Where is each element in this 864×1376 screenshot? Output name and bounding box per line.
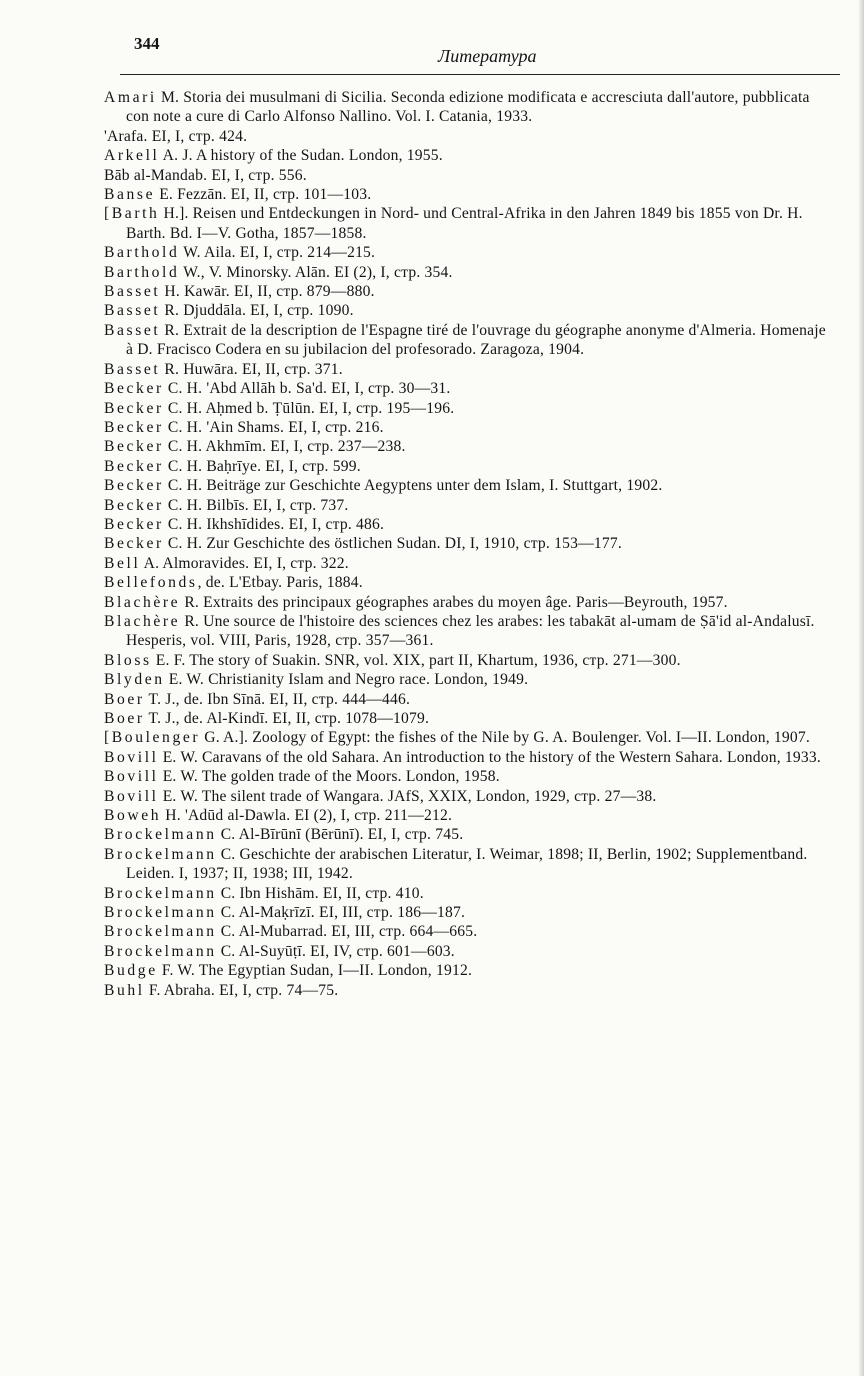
- entry-text: R. Extrait de la description de l'Espagne tiré de l'ouvrage du géographe anonyme d'Almeria. Homenaje à D. Fracisco Codera en su jubilacion del profesorado. Zaragoza, 1904.: [126, 321, 826, 359]
- entry-author: Barthold: [104, 263, 180, 281]
- bibliography-entry: [104, 204, 829, 243]
- entry-author: Banse: [104, 186, 156, 204]
- entry-author: Basset: [104, 321, 161, 339]
- entry-text: 'Arafa. EI, I, стр. 424.: [104, 127, 248, 145]
- entry-text: R. Extraits des principaux géographes arabes du moyen âge. Paris—Beyrouth, 1957.: [180, 593, 728, 611]
- bibliography-entry: [104, 709, 829, 728]
- entry-text: C. H. Beiträge zur Geschichte Aegyptens unter dem Islam, I. Stuttgart, 1902.: [163, 477, 663, 495]
- entry-text: E. F. The story of Suakin. SNR, vol. XIX, part II, Khartum, 1936, стр. 271—300.: [151, 651, 681, 669]
- entry-author: Budge: [104, 962, 158, 980]
- entry-author: Bovill: [104, 748, 159, 766]
- entry-author: Brockelmann: [104, 923, 217, 941]
- entry-author: Bloss: [104, 651, 152, 669]
- bibliography-entry: [104, 612, 829, 651]
- entry-text: G. A.]. Zoology of Egypt: the fishes of the Nile by G. A. Boulenger. Vol. I—II. London, 1907.: [200, 729, 811, 747]
- entry-text: E. Fezzān. EI, II, стр. 101—103.: [155, 186, 372, 204]
- entry-text: C. Al-Bīrūnī (Bērūnī). EI, I, стр. 745.: [216, 826, 464, 844]
- entry-text: C. Al-Suyūṭī. EI, IV, стр. 601—603.: [216, 942, 455, 960]
- entry-author: Becker: [104, 418, 164, 436]
- entry-text: H.]. Reisen und Entdeckungen in Nord- und Central-Afrika in den Jahren 1849 bis 1855 von Dr. H. Barth. Bd. I—V. Gotha, 1857—1858.: [126, 205, 803, 242]
- entry-author: [Boulenger: [104, 729, 201, 747]
- entry-text: E. W. The silent trade of Wangara. JAfS, XXIX, London, 1929, стр. 27—38.: [158, 787, 657, 805]
- entry-text: F. W. The Egyptian Sudan, I—II. London, 1912.: [157, 962, 473, 980]
- bibliography-entry: [104, 554, 829, 573]
- entry-text: H. Kawār. EI, II, стр. 879—880.: [160, 283, 375, 301]
- entry-author: Bovill: [104, 768, 159, 786]
- entry-author: Becker: [104, 496, 164, 514]
- entry-author: Bellefonds: [104, 574, 198, 592]
- bibliography-entry: [104, 981, 829, 1000]
- page-number: 344: [134, 34, 160, 53]
- entry-author: Basset: [104, 302, 161, 320]
- entry-text: C. H. Akhmīm. EI, I, стр. 237—238.: [163, 438, 406, 456]
- entry-text: C. H. 'Abd Allāh b. Sa'd. EI, I, стр. 30—31.: [163, 380, 451, 398]
- entry-text: E. W. The golden trade of the Moors. London, 1958.: [158, 768, 500, 786]
- bibliography-entry: [104, 301, 829, 320]
- bibliography-entry: [104, 379, 829, 398]
- entry-text: C. H. Zur Geschichte des östlichen Sudan. DI, I, 1910, стр. 153—177.: [163, 535, 622, 553]
- entry-author: Bovill: [104, 787, 159, 805]
- entry-author: Becker: [104, 438, 164, 456]
- bibliography-entry: [104, 418, 829, 437]
- bibliography-entry: [104, 690, 829, 709]
- entry-text: T. J., de. Ibn Sīnā. EI, II, стр. 444—446.: [144, 690, 411, 708]
- running-title: Литература: [438, 46, 537, 66]
- bibliography-entry: [104, 263, 829, 282]
- entry-text: C. Geschichte der arabischen Literatur, I. Weimar, 1898; II, Berlin, 1902; Supplementband. Leiden. I, 1937; II, 1938; III, 1942.: [126, 845, 808, 883]
- entry-text: E. W. Christianity Islam and Negro race. London, 1949.: [164, 671, 529, 689]
- entry-text: A. J. A history of the Sudan. London, 1955.: [159, 147, 443, 165]
- bibliography-entry: [104, 787, 829, 806]
- entry-author: [Barth: [104, 205, 160, 223]
- entry-author: Amari: [104, 89, 157, 106]
- entry-text: H. 'Adūd al-Dawla. EI (2), I, стр. 211—212.: [161, 807, 453, 825]
- bibliography-entry: [104, 243, 829, 262]
- bibliography-entry: [104, 457, 829, 476]
- bibliography-entry: [104, 127, 829, 146]
- entry-text: C. H. Bilbīs. EI, I, стр. 737.: [163, 496, 349, 514]
- entry-text: C. H. 'Ain Shams. EI, I, стр. 216.: [163, 418, 384, 436]
- entry-author: Brockelmann: [104, 942, 217, 960]
- entry-text: , de. L'Etbay. Paris, 1884.: [197, 574, 363, 592]
- bibliography-entry: [104, 496, 829, 515]
- entry-text: M. Storia dei musulmani di Sicilia. Seconda edizione modificata e accresciuta dall'autore, pubblicata con note a cure di Carlo Alfonso Nallino. Vol. I. Catania, 1933.: [126, 89, 810, 126]
- bibliography-entry: [104, 845, 829, 884]
- bibliography-entry: [104, 903, 829, 922]
- entry-author: Brockelmann: [104, 845, 217, 863]
- bibliography-entry: [104, 961, 829, 980]
- page-edge-shadow: [858, 0, 864, 1376]
- bibliography-entry: [104, 399, 829, 418]
- entry-text: C. H. Baḥrīye. EI, I, стр. 599.: [163, 457, 361, 475]
- bibliography-entry: [104, 593, 829, 612]
- bibliography-entry: [104, 806, 829, 825]
- entry-author: Brockelmann: [104, 826, 217, 844]
- entry-text: T. J., de. Al-Kindī. EI, II, стр. 1078—1079.: [144, 710, 430, 727]
- entry-text: W. Aila. EI, I, стр. 214—215.: [179, 244, 376, 262]
- bibliography-entry: [104, 922, 829, 941]
- bibliography-entry: [104, 515, 829, 534]
- entry-text: C. Al-Maḳrīzī. EI, III, стр. 186—187.: [216, 904, 466, 922]
- bibliography-entry: [104, 767, 829, 786]
- bibliography-entry: [104, 146, 829, 165]
- bibliography-entry: [104, 748, 829, 767]
- entry-author: Becker: [104, 380, 164, 398]
- entry-text: A. Almoravides. EI, I, стр. 322.: [140, 554, 349, 572]
- entry-text: R. Huwāra. EI, II, стр. 371.: [160, 360, 343, 378]
- bibliography-entry: [104, 360, 829, 379]
- bibliography-entry: [104, 942, 829, 961]
- bibliography-entry: [104, 166, 829, 185]
- entry-author: Basset: [104, 360, 161, 378]
- entry-text: R. Une source de l'histoire des sciences chez les arabes: les tabakāt al-umam de Ṣā'id al-Andalusī. Hesperis, vol. VIII, Paris, 1928, стр. 357—361.: [126, 612, 815, 650]
- entry-author: Becker: [104, 515, 164, 533]
- entry-author: Brockelmann: [104, 884, 217, 902]
- bibliography-entry: [104, 321, 829, 360]
- bibliography-entry: [104, 185, 829, 204]
- entry-author: Brockelmann: [104, 904, 217, 922]
- entry-text: Bāb al-Mandab. EI, I, стр. 556.: [104, 166, 307, 184]
- entry-author: Arkell: [104, 147, 160, 165]
- bibliography-entry: [104, 88, 829, 127]
- bibliography-entry: [104, 476, 829, 495]
- entry-author: Becker: [104, 457, 164, 475]
- entry-text: F. Abraha. EI, I, стр. 74—75.: [144, 981, 339, 999]
- entry-text: C. H. Ikhshīdides. EI, I, стр. 486.: [163, 515, 385, 533]
- entry-author: Blachère: [104, 593, 181, 611]
- bibliography-entry: [104, 825, 829, 844]
- bibliography-entry: [104, 670, 829, 689]
- entry-text: W., V. Minorsky. Alān. EI (2), I, стр. 354.: [179, 263, 453, 281]
- bibliography-entry: [104, 884, 829, 903]
- entry-author: Buhl: [104, 981, 145, 999]
- entry-author: Becker: [104, 477, 164, 495]
- entry-author: Blachère: [104, 612, 181, 630]
- entry-text: C. H. Aḥmed b. Ṭūlūn. EI, I, стр. 195—196.: [163, 399, 455, 417]
- entry-author: Boer: [104, 690, 145, 708]
- entry-text: R. Djuddāla. EI, I, стр. 1090.: [160, 302, 354, 320]
- entry-author: Becker: [104, 535, 164, 553]
- entry-text: C. Ibn Hishām. EI, II, стр. 410.: [216, 884, 424, 902]
- bibliography-entry: [104, 728, 829, 747]
- bibliography-entry: [104, 651, 829, 670]
- entry-text: E. W. Caravans of the old Sahara. An introduction to the history of the Western Sahara. London, 1933.: [158, 748, 822, 766]
- entry-text: C. Al-Mubarrad. EI, III, стр. 664—665.: [216, 923, 478, 941]
- page-header: [120, 34, 840, 75]
- entry-author: Blyden: [104, 671, 165, 689]
- bibliography-entry: [104, 437, 829, 456]
- entry-author: Boweh: [104, 807, 162, 825]
- bibliography-entry: [104, 573, 829, 592]
- bibliography-entry: [104, 282, 829, 301]
- entry-author: Bell: [104, 554, 141, 572]
- bibliography-entry: [104, 534, 829, 553]
- entry-author: Becker: [104, 399, 164, 417]
- entry-author: Barthold: [104, 244, 180, 262]
- entry-author: Basset: [104, 283, 161, 301]
- bibliography-list: [104, 88, 829, 1000]
- entry-author: Boer: [104, 710, 145, 727]
